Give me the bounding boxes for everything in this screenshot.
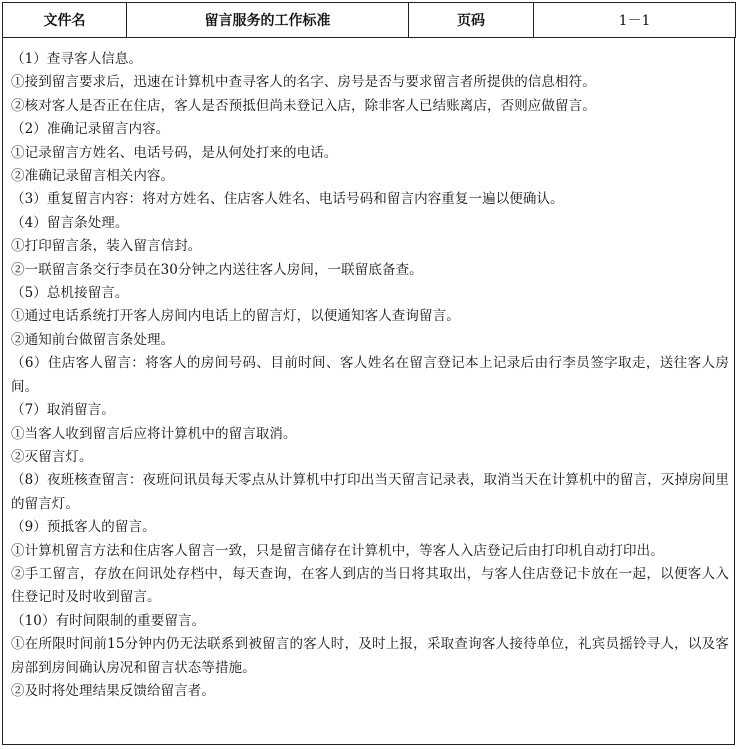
paragraph: （7）取消留言。 [11,402,115,419]
document-body-frame [2,37,735,745]
paragraph: （8）夜班核查留言：夜班问讯员每天零点从计算机中打印出当天留言记录表，取消当天在计算机中的留言，灭掉房间里的留言灯。 [11,472,729,512]
paragraph: ②核对客人是否正在住店，客人是否预抵但尚未登记入店，除非客人已结账离店，否则应做留言。 [11,97,596,114]
page-number: 1－1 [534,3,736,38]
paragraph: ②灭留言灯。 [11,448,93,465]
document-header-table [2,2,736,38]
paragraph: （9）预抵客人的留言。 [11,519,156,536]
paragraph: ①打印留言条，装入留言信封。 [11,238,202,255]
document-body [11,48,729,703]
paragraph: ①在所限时间前15分钟内仍无法联系到被留言的客人时，及时上报，采取查询客人接待单位，礼宾员摇铃寻人，以及客房部到房间确认房况和留言状态等措施。 [11,636,729,676]
paragraph: ①当客人收到留言后应将计算机中的留言取消。 [11,425,297,442]
paragraph: （4）留言条处理。 [11,214,129,231]
paragraph: ②手工留言，存放在问讯处存档中，每天查询，在客人到店的当日将其取出，与客人住店登记卡放在一起，以便客人入住登记时及时收到留言。 [11,565,729,606]
paragraph: ②一联留言条交行李员在30分钟之内送往客人房间，一联留底备查。 [11,261,423,278]
paragraph: （1）查寻客人信息。 [11,51,143,67]
paragraph: ②准确记录留言相关内容。 [11,168,175,185]
page-label: 页码 [409,3,534,38]
paragraph: ①计算机留言方法和住店客人留言一致，只是留言储存在计算机中，等客人入店登记后由打印机自动打印出。 [11,542,664,559]
paragraph: ②及时将处理结果反馈给留言者。 [11,682,215,699]
paragraph: （6）住店客人留言：将客人的房间号码、目前时间、客人姓名在留言登记本上记录后由行李员签字取走，送往客人房间。 [11,355,729,395]
paragraph: ①记录留言方姓名、电话号码，是从何处打来的电话。 [11,144,338,161]
filename-value: 留言服务的工作标准 [127,3,409,38]
paragraph: （10）有时间限制的重要留言。 [11,612,206,629]
paragraph: （3）重复留言内容：将对方姓名、住店客人姓名、电话号码和留言内容重复一遍以便确认。 [11,191,564,208]
filename-label: 文件名 [3,3,127,38]
document-page [2,2,735,745]
paragraph: ①通过电话系统打开客人房间内电话上的留言灯，以便通知客人查询留言。 [11,308,460,325]
paragraph: ①接到留言要求后，迅速在计算机中查寻客人的名字、房号是否与要求留言者所提供的信息相符。 [11,74,596,91]
paragraph: ②通知前台做留言条处理。 [11,331,175,348]
paragraph: （5）总机接留言。 [11,285,129,302]
paragraph: （2）准确记录留言内容。 [11,121,170,138]
